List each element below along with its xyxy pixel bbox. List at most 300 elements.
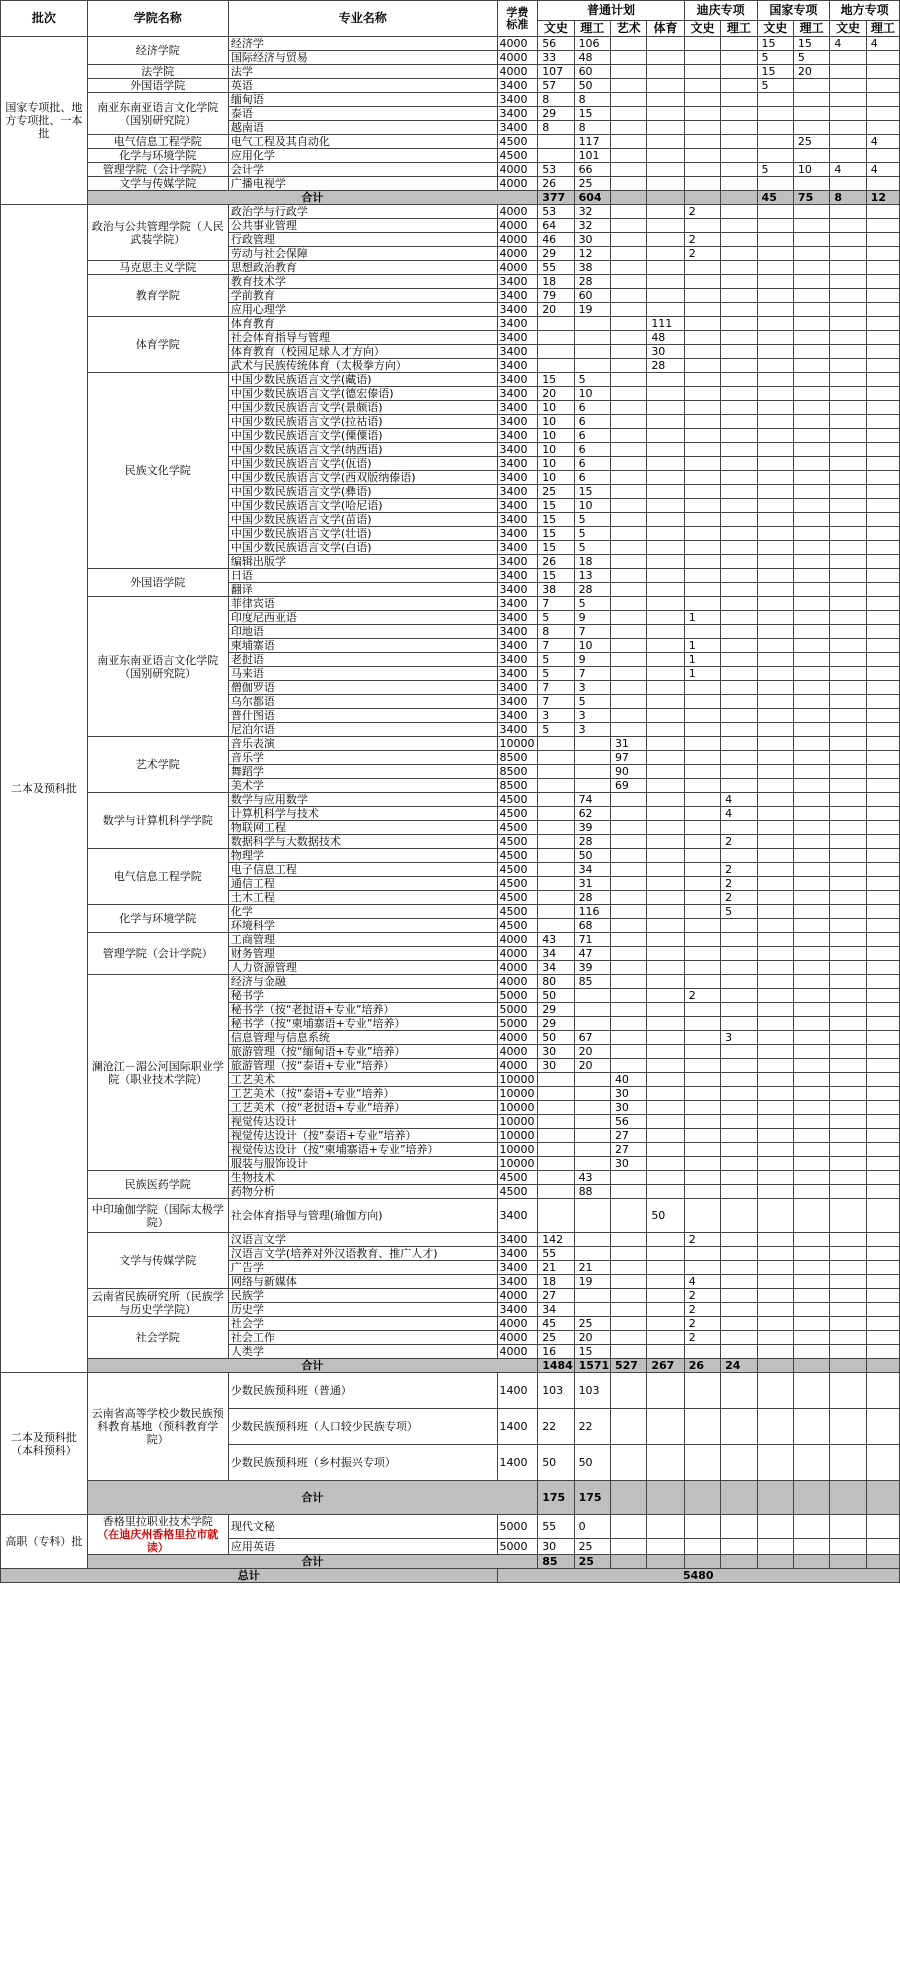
- quota-cell: [866, 639, 899, 653]
- college-cell: [87, 65, 228, 79]
- quota-cell: [610, 1003, 646, 1017]
- quota-cell: 6: [574, 471, 610, 485]
- quota-cell: [721, 1445, 757, 1481]
- quota-cell: [684, 51, 720, 65]
- subtotal-label: 合计: [87, 1555, 538, 1569]
- quota-cell: 19: [574, 1275, 610, 1289]
- quota-cell: [610, 849, 646, 863]
- quota-cell: [866, 1317, 899, 1331]
- quota-cell: 8: [538, 625, 574, 639]
- quota-cell: [866, 975, 899, 989]
- quota-cell: [647, 415, 684, 429]
- fee-cell: 3400: [497, 429, 538, 443]
- quota-cell: [793, 1059, 829, 1073]
- quota-cell: [684, 93, 720, 107]
- quota-cell: [793, 597, 829, 611]
- quota-cell: [610, 457, 646, 471]
- quota-cell: [721, 1045, 757, 1059]
- quota-cell: 7: [538, 597, 574, 611]
- quota-cell: [757, 1031, 793, 1045]
- quota-cell: 27: [610, 1129, 646, 1143]
- quota-cell: 38: [574, 261, 610, 275]
- fee-cell: 3400: [497, 569, 538, 583]
- quota-cell: 7: [538, 681, 574, 695]
- quota-cell: [830, 765, 866, 779]
- quota-cell: [866, 1087, 899, 1101]
- quota-cell: [830, 1101, 866, 1115]
- quota-cell: [793, 709, 829, 723]
- major-cell: 武术与民族传统体育（太极拳方向）: [228, 359, 497, 373]
- quota-cell: [610, 289, 646, 303]
- college-cell: [87, 737, 228, 793]
- quota-cell: [721, 765, 757, 779]
- quota-cell: [610, 709, 646, 723]
- fee-cell: 4000: [497, 163, 538, 177]
- quota-cell: [610, 65, 646, 79]
- quota-cell: [574, 1115, 610, 1129]
- quota-cell: [866, 373, 899, 387]
- quota-cell: [721, 737, 757, 751]
- grand-total-value: 5480: [497, 1569, 899, 1583]
- quota-cell: [793, 625, 829, 639]
- quota-cell: [793, 177, 829, 191]
- quota-cell: [721, 401, 757, 415]
- quota-cell: [684, 303, 720, 317]
- fee-cell: 8500: [497, 765, 538, 779]
- quota-cell: [684, 947, 720, 961]
- subtotal-value: [647, 1555, 684, 1569]
- quota-cell: 97: [610, 751, 646, 765]
- quota-cell: 15: [538, 541, 574, 555]
- quota-cell: [721, 555, 757, 569]
- subtotal-value: 1571: [574, 1359, 610, 1373]
- header-sub: 体育: [647, 21, 684, 37]
- quota-cell: [684, 107, 720, 121]
- quota-cell: [866, 933, 899, 947]
- quota-cell: [866, 1143, 899, 1157]
- subtotal-value: [757, 1481, 793, 1515]
- quota-cell: 25: [538, 1331, 574, 1345]
- quota-cell: [684, 261, 720, 275]
- quota-cell: [610, 51, 646, 65]
- quota-cell: [684, 695, 720, 709]
- college-cell: [87, 205, 228, 261]
- quota-cell: [830, 205, 866, 219]
- quota-cell: [721, 149, 757, 163]
- quota-cell: [757, 541, 793, 555]
- quota-cell: [757, 597, 793, 611]
- quota-cell: [721, 1059, 757, 1073]
- subtotal-value: 45: [757, 191, 793, 205]
- quota-cell: [866, 1515, 899, 1539]
- quota-cell: [793, 457, 829, 471]
- major-cell: 工艺美术: [228, 1073, 497, 1087]
- college-cell: [87, 905, 228, 933]
- quota-cell: [647, 429, 684, 443]
- major-cell: 计算机科学与技术: [228, 807, 497, 821]
- quota-cell: [684, 583, 720, 597]
- quota-cell: 15: [574, 107, 610, 121]
- quota-cell: [684, 37, 720, 51]
- quota-cell: 101: [574, 149, 610, 163]
- quota-cell: [684, 1345, 720, 1359]
- quota-cell: [647, 107, 684, 121]
- quota-cell: [866, 737, 899, 751]
- quota-cell: [647, 1059, 684, 1073]
- quota-cell: [830, 233, 866, 247]
- quota-cell: [830, 331, 866, 345]
- quota-cell: [647, 1515, 684, 1539]
- quota-cell: [684, 1409, 720, 1445]
- quota-cell: [721, 37, 757, 51]
- subtotal-row: [1, 191, 900, 205]
- quota-cell: [647, 1087, 684, 1101]
- table-row: [1, 177, 900, 191]
- quota-cell: [757, 457, 793, 471]
- quota-cell: [793, 1073, 829, 1087]
- quota-cell: [647, 1247, 684, 1261]
- major-cell: 中国少数民族语言文学(拉祜语): [228, 415, 497, 429]
- quota-cell: [866, 275, 899, 289]
- quota-cell: 10: [574, 387, 610, 401]
- college-cell: [87, 569, 228, 597]
- quota-cell: [538, 317, 574, 331]
- subtotal-value: 24: [721, 1359, 757, 1373]
- quota-cell: [830, 1233, 866, 1247]
- quota-cell: 15: [538, 527, 574, 541]
- subtotal-value: 175: [538, 1481, 574, 1515]
- quota-cell: [866, 583, 899, 597]
- quota-cell: [684, 737, 720, 751]
- quota-cell: [830, 877, 866, 891]
- quota-cell: [830, 401, 866, 415]
- subtotal-value: 75: [793, 191, 829, 205]
- quota-cell: [721, 1233, 757, 1247]
- quota-cell: 20: [793, 65, 829, 79]
- quota-cell: [793, 989, 829, 1003]
- quota-cell: 15: [538, 513, 574, 527]
- quota-cell: [830, 1115, 866, 1129]
- quota-cell: [610, 387, 646, 401]
- quota-cell: [647, 835, 684, 849]
- quota-cell: [757, 919, 793, 933]
- quota-cell: [830, 975, 866, 989]
- quota-cell: [866, 723, 899, 737]
- quota-cell: 4: [866, 135, 899, 149]
- quota-cell: [793, 1017, 829, 1031]
- header-sub: 文史: [538, 21, 574, 37]
- quota-cell: [830, 1275, 866, 1289]
- quota-cell: [757, 807, 793, 821]
- quota-cell: [757, 429, 793, 443]
- quota-cell: [757, 821, 793, 835]
- quota-cell: [684, 1143, 720, 1157]
- quota-cell: [757, 1409, 793, 1445]
- quota-cell: [866, 289, 899, 303]
- quota-cell: [684, 1101, 720, 1115]
- quota-cell: [830, 471, 866, 485]
- major-cell: 舞蹈学: [228, 765, 497, 779]
- quota-cell: 30: [610, 1087, 646, 1101]
- quota-cell: [647, 65, 684, 79]
- quota-cell: [757, 93, 793, 107]
- quota-cell: [793, 1003, 829, 1017]
- major-cell: 信息管理与信息系统: [228, 1031, 497, 1045]
- quota-cell: [721, 821, 757, 835]
- quota-cell: [866, 205, 899, 219]
- quota-cell: 1: [684, 653, 720, 667]
- major-cell: 秘书学（按“老挝语+专业”培养）: [228, 1003, 497, 1017]
- quota-cell: 5: [574, 513, 610, 527]
- quota-cell: 5: [538, 653, 574, 667]
- quota-cell: [757, 1073, 793, 1087]
- fee-cell: 3400: [497, 275, 538, 289]
- quota-cell: 50: [574, 849, 610, 863]
- college-name: 南亚东南亚语言文化学院（国别研究院）: [97, 653, 219, 680]
- table-row: [1, 275, 900, 289]
- quota-cell: [830, 317, 866, 331]
- quota-cell: [684, 1539, 720, 1555]
- quota-cell: 10: [538, 415, 574, 429]
- quota-cell: [866, 1171, 899, 1185]
- major-cell: 缅甸语: [228, 93, 497, 107]
- college-cell: [87, 149, 228, 163]
- quota-cell: [647, 807, 684, 821]
- quota-cell: [757, 1275, 793, 1289]
- header-batch: 批次: [1, 1, 88, 37]
- quota-cell: [610, 471, 646, 485]
- major-cell: 尼泊尔语: [228, 723, 497, 737]
- quota-cell: [610, 1515, 646, 1539]
- quota-cell: [866, 261, 899, 275]
- quota-cell: 2: [684, 247, 720, 261]
- quota-cell: 3: [574, 709, 610, 723]
- quota-cell: [647, 1373, 684, 1409]
- fee-cell: 4500: [497, 821, 538, 835]
- quota-cell: 30: [610, 1157, 646, 1171]
- table-row: [1, 1289, 900, 1303]
- quota-cell: [610, 723, 646, 737]
- quota-cell: [647, 555, 684, 569]
- fee-cell: 3400: [497, 513, 538, 527]
- quota-cell: [610, 1185, 646, 1199]
- fee-cell: 3400: [497, 597, 538, 611]
- quota-cell: [793, 289, 829, 303]
- quota-cell: [721, 443, 757, 457]
- quota-cell: [866, 1129, 899, 1143]
- quota-cell: [684, 779, 720, 793]
- quota-cell: [830, 1373, 866, 1409]
- major-cell: 经济与金融: [228, 975, 497, 989]
- quota-cell: [866, 947, 899, 961]
- quota-cell: [830, 583, 866, 597]
- quota-cell: [866, 1017, 899, 1031]
- quota-cell: [610, 555, 646, 569]
- quota-cell: 85: [574, 975, 610, 989]
- quota-cell: [647, 1233, 684, 1247]
- quota-cell: [647, 527, 684, 541]
- quota-cell: [866, 499, 899, 513]
- quota-cell: 10: [793, 163, 829, 177]
- quota-cell: [757, 1289, 793, 1303]
- quota-cell: [610, 415, 646, 429]
- quota-cell: [647, 695, 684, 709]
- quota-cell: 9: [574, 653, 610, 667]
- quota-cell: [684, 499, 720, 513]
- quota-cell: 9: [574, 611, 610, 625]
- quota-cell: [574, 737, 610, 751]
- quota-cell: [647, 1185, 684, 1199]
- quota-cell: [830, 891, 866, 905]
- quota-cell: [757, 1143, 793, 1157]
- fee-cell: 5000: [497, 989, 538, 1003]
- quota-cell: [574, 1101, 610, 1115]
- quota-cell: 10: [538, 457, 574, 471]
- major-cell: 体育教育（校园足球人才方向）: [228, 345, 497, 359]
- quota-cell: [647, 303, 684, 317]
- college-name: 民族文化学院: [124, 464, 191, 477]
- quota-cell: 103: [574, 1373, 610, 1409]
- quota-cell: [757, 555, 793, 569]
- college-name: 数学与计算机科学学院: [102, 814, 213, 827]
- quota-cell: [793, 681, 829, 695]
- quota-cell: [721, 1185, 757, 1199]
- fee-cell: 3400: [497, 373, 538, 387]
- quota-cell: [647, 1017, 684, 1031]
- major-cell: 中国少数民族语言文学(傈僳语): [228, 429, 497, 443]
- quota-cell: [538, 359, 574, 373]
- quota-cell: 8: [574, 121, 610, 135]
- subtotal-value: [610, 191, 646, 205]
- quota-cell: [721, 1087, 757, 1101]
- quota-cell: [721, 1409, 757, 1445]
- quota-cell: 21: [574, 1261, 610, 1275]
- quota-cell: [721, 1373, 757, 1409]
- major-cell: 美术学: [228, 779, 497, 793]
- quota-cell: [830, 555, 866, 569]
- quota-cell: 29: [538, 1003, 574, 1017]
- fee-cell: 1400: [497, 1409, 538, 1445]
- quota-cell: [684, 65, 720, 79]
- college-cell: [87, 93, 228, 135]
- quota-cell: [684, 457, 720, 471]
- quota-cell: [684, 387, 720, 401]
- fee-cell: 4500: [497, 863, 538, 877]
- major-cell: 民族学: [228, 1289, 497, 1303]
- quota-cell: 55: [538, 1515, 574, 1539]
- quota-cell: [610, 303, 646, 317]
- quota-cell: [610, 891, 646, 905]
- quota-cell: [757, 723, 793, 737]
- quota-cell: [793, 513, 829, 527]
- quota-cell: 67: [574, 1031, 610, 1045]
- quota-cell: [757, 1171, 793, 1185]
- quota-cell: [647, 933, 684, 947]
- quota-cell: 50: [538, 989, 574, 1003]
- quota-cell: 3: [538, 709, 574, 723]
- subtotal-value: 377: [538, 191, 574, 205]
- quota-cell: [793, 1539, 829, 1555]
- quota-cell: [866, 1115, 899, 1129]
- quota-cell: 29: [538, 1017, 574, 1031]
- quota-cell: 5: [538, 611, 574, 625]
- quota-cell: [610, 793, 646, 807]
- quota-cell: [721, 583, 757, 597]
- header-sub: 文史: [684, 21, 720, 37]
- quota-cell: 30: [538, 1059, 574, 1073]
- quota-cell: [830, 793, 866, 807]
- quota-cell: [830, 933, 866, 947]
- quota-cell: [793, 751, 829, 765]
- quota-cell: [830, 527, 866, 541]
- quota-cell: [793, 401, 829, 415]
- subtotal-value: 527: [610, 1359, 646, 1373]
- quota-cell: [830, 863, 866, 877]
- quota-cell: [866, 919, 899, 933]
- quota-cell: [866, 1261, 899, 1275]
- fee-cell: 3400: [497, 695, 538, 709]
- quota-cell: 5: [757, 163, 793, 177]
- quota-cell: [830, 177, 866, 191]
- quota-cell: [538, 821, 574, 835]
- quota-cell: [610, 919, 646, 933]
- quota-cell: [610, 807, 646, 821]
- quota-cell: [757, 415, 793, 429]
- fee-cell: 5000: [497, 1003, 538, 1017]
- quota-cell: [684, 1059, 720, 1073]
- subtotal-value: [610, 1481, 646, 1515]
- quota-cell: [684, 401, 720, 415]
- college-name: 管理学院（会计学院）: [102, 163, 213, 176]
- major-cell: 广播电视学: [228, 177, 497, 191]
- quota-cell: [757, 527, 793, 541]
- quota-cell: [721, 989, 757, 1003]
- quota-cell: [647, 709, 684, 723]
- college-name: 澜沧江－湄公河国际职业学院（职业技术学院）: [91, 1059, 224, 1086]
- quota-cell: [793, 219, 829, 233]
- quota-cell: [721, 1199, 757, 1233]
- table-row: [1, 569, 900, 583]
- quota-cell: [830, 919, 866, 933]
- fee-cell: 3400: [497, 93, 538, 107]
- table-row: [1, 79, 900, 93]
- college-name: 民族医药学院: [124, 1178, 191, 1191]
- quota-cell: [793, 303, 829, 317]
- quota-cell: [574, 1289, 610, 1303]
- table-row: [1, 793, 900, 807]
- major-cell: 秘书学（按“柬埔寨语+专业”培养）: [228, 1017, 497, 1031]
- major-cell: 应用化学: [228, 149, 497, 163]
- major-cell: 教育技术学: [228, 275, 497, 289]
- quota-cell: [793, 1185, 829, 1199]
- quota-cell: 48: [574, 51, 610, 65]
- quota-cell: 34: [538, 1303, 574, 1317]
- major-cell: 行政管理: [228, 233, 497, 247]
- quota-cell: 25: [574, 1539, 610, 1555]
- table-row: [1, 317, 900, 331]
- quota-cell: 31: [574, 877, 610, 891]
- quota-cell: [830, 1539, 866, 1555]
- table-row: [1, 1199, 900, 1233]
- header-sub: 理工: [793, 21, 829, 37]
- quota-cell: [721, 79, 757, 93]
- quota-cell: [647, 793, 684, 807]
- major-cell: 秘书学: [228, 989, 497, 1003]
- college-cell: [87, 261, 228, 275]
- subtotal-value: 267: [647, 1359, 684, 1373]
- quota-cell: 46: [538, 233, 574, 247]
- college-name: 中印瑜伽学院（国际太极学院）: [91, 1202, 224, 1229]
